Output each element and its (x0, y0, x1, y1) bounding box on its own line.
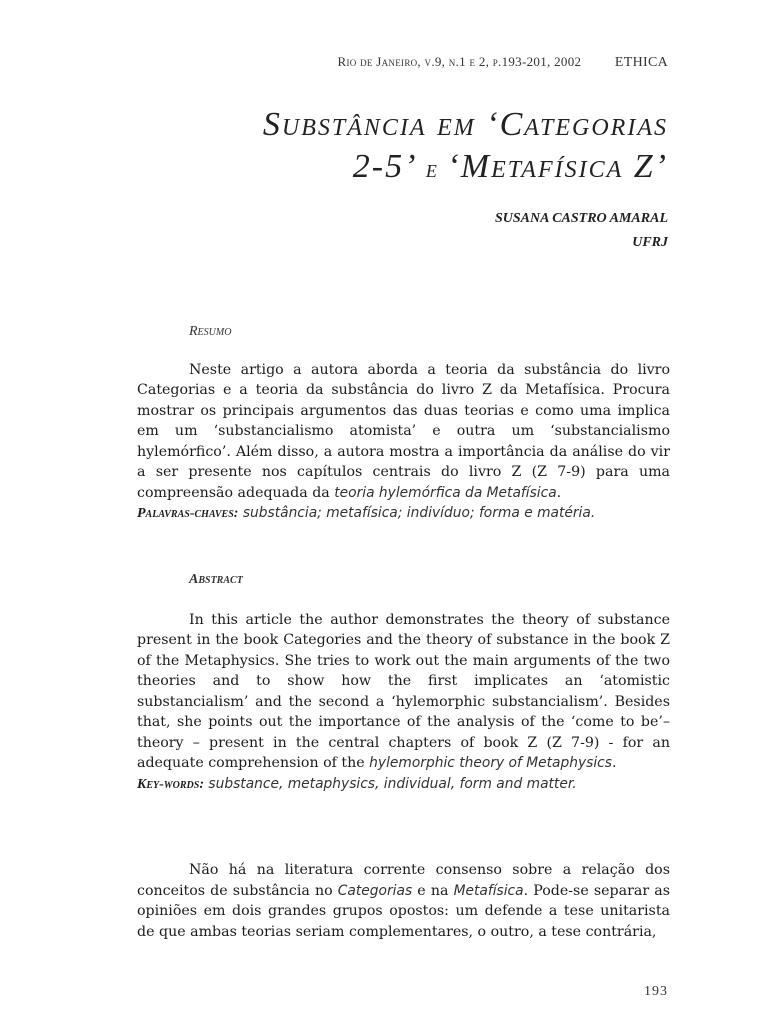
title-line-2-part-1: 2-5’ (352, 148, 418, 185)
intro-italic-a: Categorias (337, 882, 413, 899)
abstract-keywords-text: substance, metaphysics, individual, form and matter. (204, 775, 577, 792)
title-line-2 (263, 146, 668, 190)
abstract-keywords-label: Key-words: (137, 776, 205, 792)
resumo-body-text: Neste artigo a autora aborda a teoria da substância do livro Categorias e a teoria da substância do livro Z da Metafísica. Procura mostrar os principais argumentos das duas teorias e como uma implica em um ‘substancialismo atomista’ e outra um ‘substancialismo hylemórfico’. Além disso, a autora mostra a importância da análise do vir a ser presente nos capítulos centrais do livro Z (Z 7-9) para uma compreensão adequada da (137, 361, 670, 501)
resumo-keywords-text: substância; metafísica; indivíduo; forma e matéria. (238, 505, 596, 521)
author-block (495, 207, 668, 255)
title-line-1: Substância em ‘Categorias (262, 106, 668, 143)
resumo-body-end: . (556, 484, 562, 501)
running-head (338, 54, 669, 71)
author-name: SUSANA CASTRO AMARAL (495, 211, 668, 226)
page-number: 193 (644, 984, 668, 999)
abstract-body-italic: hylemorphic theory of Metaphysics (369, 755, 612, 771)
title-line-2-part-2: e (417, 154, 448, 183)
abstract-body-end: . (611, 755, 617, 771)
abstract-body (137, 610, 670, 774)
article-title (263, 104, 668, 190)
intro-text-b: e na (412, 882, 454, 899)
intro-text-a: Não há na literatura corrente consenso sobre a relação dos conceitos de substância no (137, 862, 670, 899)
intro-paragraph (137, 860, 670, 942)
journal-name: ETHICA (614, 55, 668, 70)
resumo-body-italic: teoria hylemórfica da Metafísica (334, 484, 557, 501)
resumo-body (137, 360, 670, 504)
abstract-body-text: In this article the author demonstrates the theory of substance present in the book Categories and the theory of substance in the book Z of the Metaphysics. She tries to work out the main arguments of the two theories and to show how the first implicates an ‘atomistic substancialism’ and the second a ‘hylemorphic substancialism’. Besides that, she points out the importance of the analysis of the ‘come to be’– theory – present in the central chapters of book Z (Z 7-9) - for an adequate comprehension of the (137, 611, 670, 771)
abstract-section (137, 570, 670, 795)
resumo-section (137, 322, 670, 525)
intro-italic-b: Metafísica (453, 882, 524, 899)
intro-section (137, 860, 670, 942)
abstract-heading: Abstract (189, 572, 243, 587)
abstract-keywords (137, 774, 670, 796)
author-affiliation: UFRJ (632, 235, 668, 250)
citation: Rio de Janeiro, v.9, n.1 e 2, p.193-201, 2002 (337, 54, 582, 69)
title-line-2-part-3: ‘Metafísica Z’ (447, 148, 668, 185)
intro-text-c: . Pode-se separar as opiniões em dois grandes grupos opostos: um defende a tese unitarista de que ambas teorias seriam complementares, o outro, a tese contrária, (137, 882, 670, 940)
resumo-keywords-label: Palavras-chaves: (137, 506, 239, 521)
resumo-keywords (137, 503, 670, 525)
resumo-heading: Resumo (189, 324, 232, 339)
